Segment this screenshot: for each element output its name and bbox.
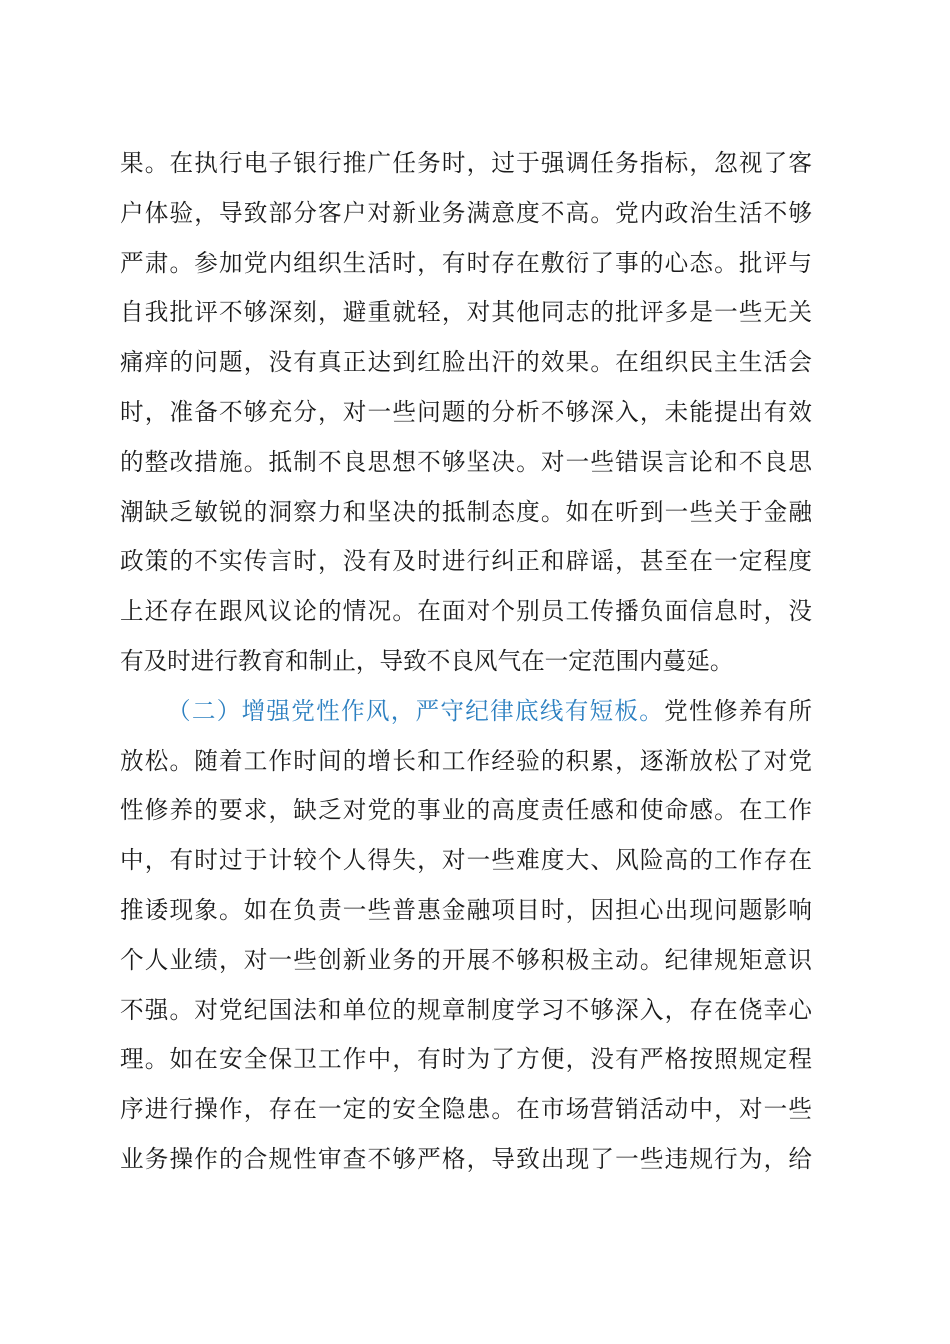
heading-line-rest: 党性修养有所 xyxy=(664,696,812,725)
text-line: 上还存在跟风议论的情况。在面对个别员工传播负面信息时，没 xyxy=(120,597,812,626)
paragraph-1 xyxy=(120,139,812,687)
text-line: 性修养的要求，缺乏对党的事业的高度责任感和使命感。在工作 xyxy=(120,796,812,825)
paragraph-2 xyxy=(120,687,812,1185)
text-line: 自我批评不够深刻，避重就轻，对其他同志的批评多是一些无关 xyxy=(120,298,812,327)
document-body xyxy=(120,139,812,1185)
section-heading: （二）增强党性作风，严守纪律底线有短板。 xyxy=(167,696,665,725)
text-line: 不强。对党纪国法和单位的规章制度学习不够深入，存在侥幸心 xyxy=(120,995,812,1024)
text-line: 序进行操作，存在一定的安全隐患。在市场营销活动中，对一些 xyxy=(120,1095,812,1124)
text-line: 理。如在安全保卫工作中，有时为了方便，没有严格按照规定程 xyxy=(120,1045,812,1074)
text-line: 个人业绩，对一些创新业务的开展不够积极主动。纪律规矩意识 xyxy=(120,945,812,974)
text-line: 时，准备不够充分，对一些问题的分析不够深入，未能提出有效 xyxy=(120,397,812,426)
text-line: 放松。随着工作时间的增长和工作经验的积累，逐渐放松了对党 xyxy=(120,746,812,775)
text-line: 的整改措施。抵制不良思想不够坚决。对一些错误言论和不良思 xyxy=(120,447,812,476)
text-line: 有及时进行教育和制止，导致不良风气在一定范围内蔓延。 xyxy=(120,646,734,675)
text-line: 推诿现象。如在负责一些普惠金融项目时，因担心出现问题影响 xyxy=(120,895,812,924)
heading-line xyxy=(120,687,812,737)
text-line: 中，有时过于计较个人得失，对一些难度大、风险高的工作存在 xyxy=(120,846,812,875)
text-line: 严肃。参加党内组织生活时，有时存在敷衍了事的心态。批评与 xyxy=(120,248,812,277)
text-line: 户体验，导致部分客户对新业务满意度不高。党内政治生活不够 xyxy=(120,198,812,227)
text-line: 业务操作的合规性审查不够严格，导致出现了一些违规行为，给 xyxy=(120,1144,812,1173)
text-line: 潮缺乏敏锐的洞察力和坚决的抵制态度。如在听到一些关于金融 xyxy=(120,497,812,526)
text-line: 痛痒的问题，没有真正达到红脸出汗的效果。在组织民主生活会 xyxy=(120,348,812,377)
text-line: 政策的不实传言时，没有及时进行纠正和辟谣，甚至在一定程度 xyxy=(120,547,812,576)
text-line: 果。在执行电子银行推广任务时，过于强调任务指标，忽视了客 xyxy=(120,149,812,177)
